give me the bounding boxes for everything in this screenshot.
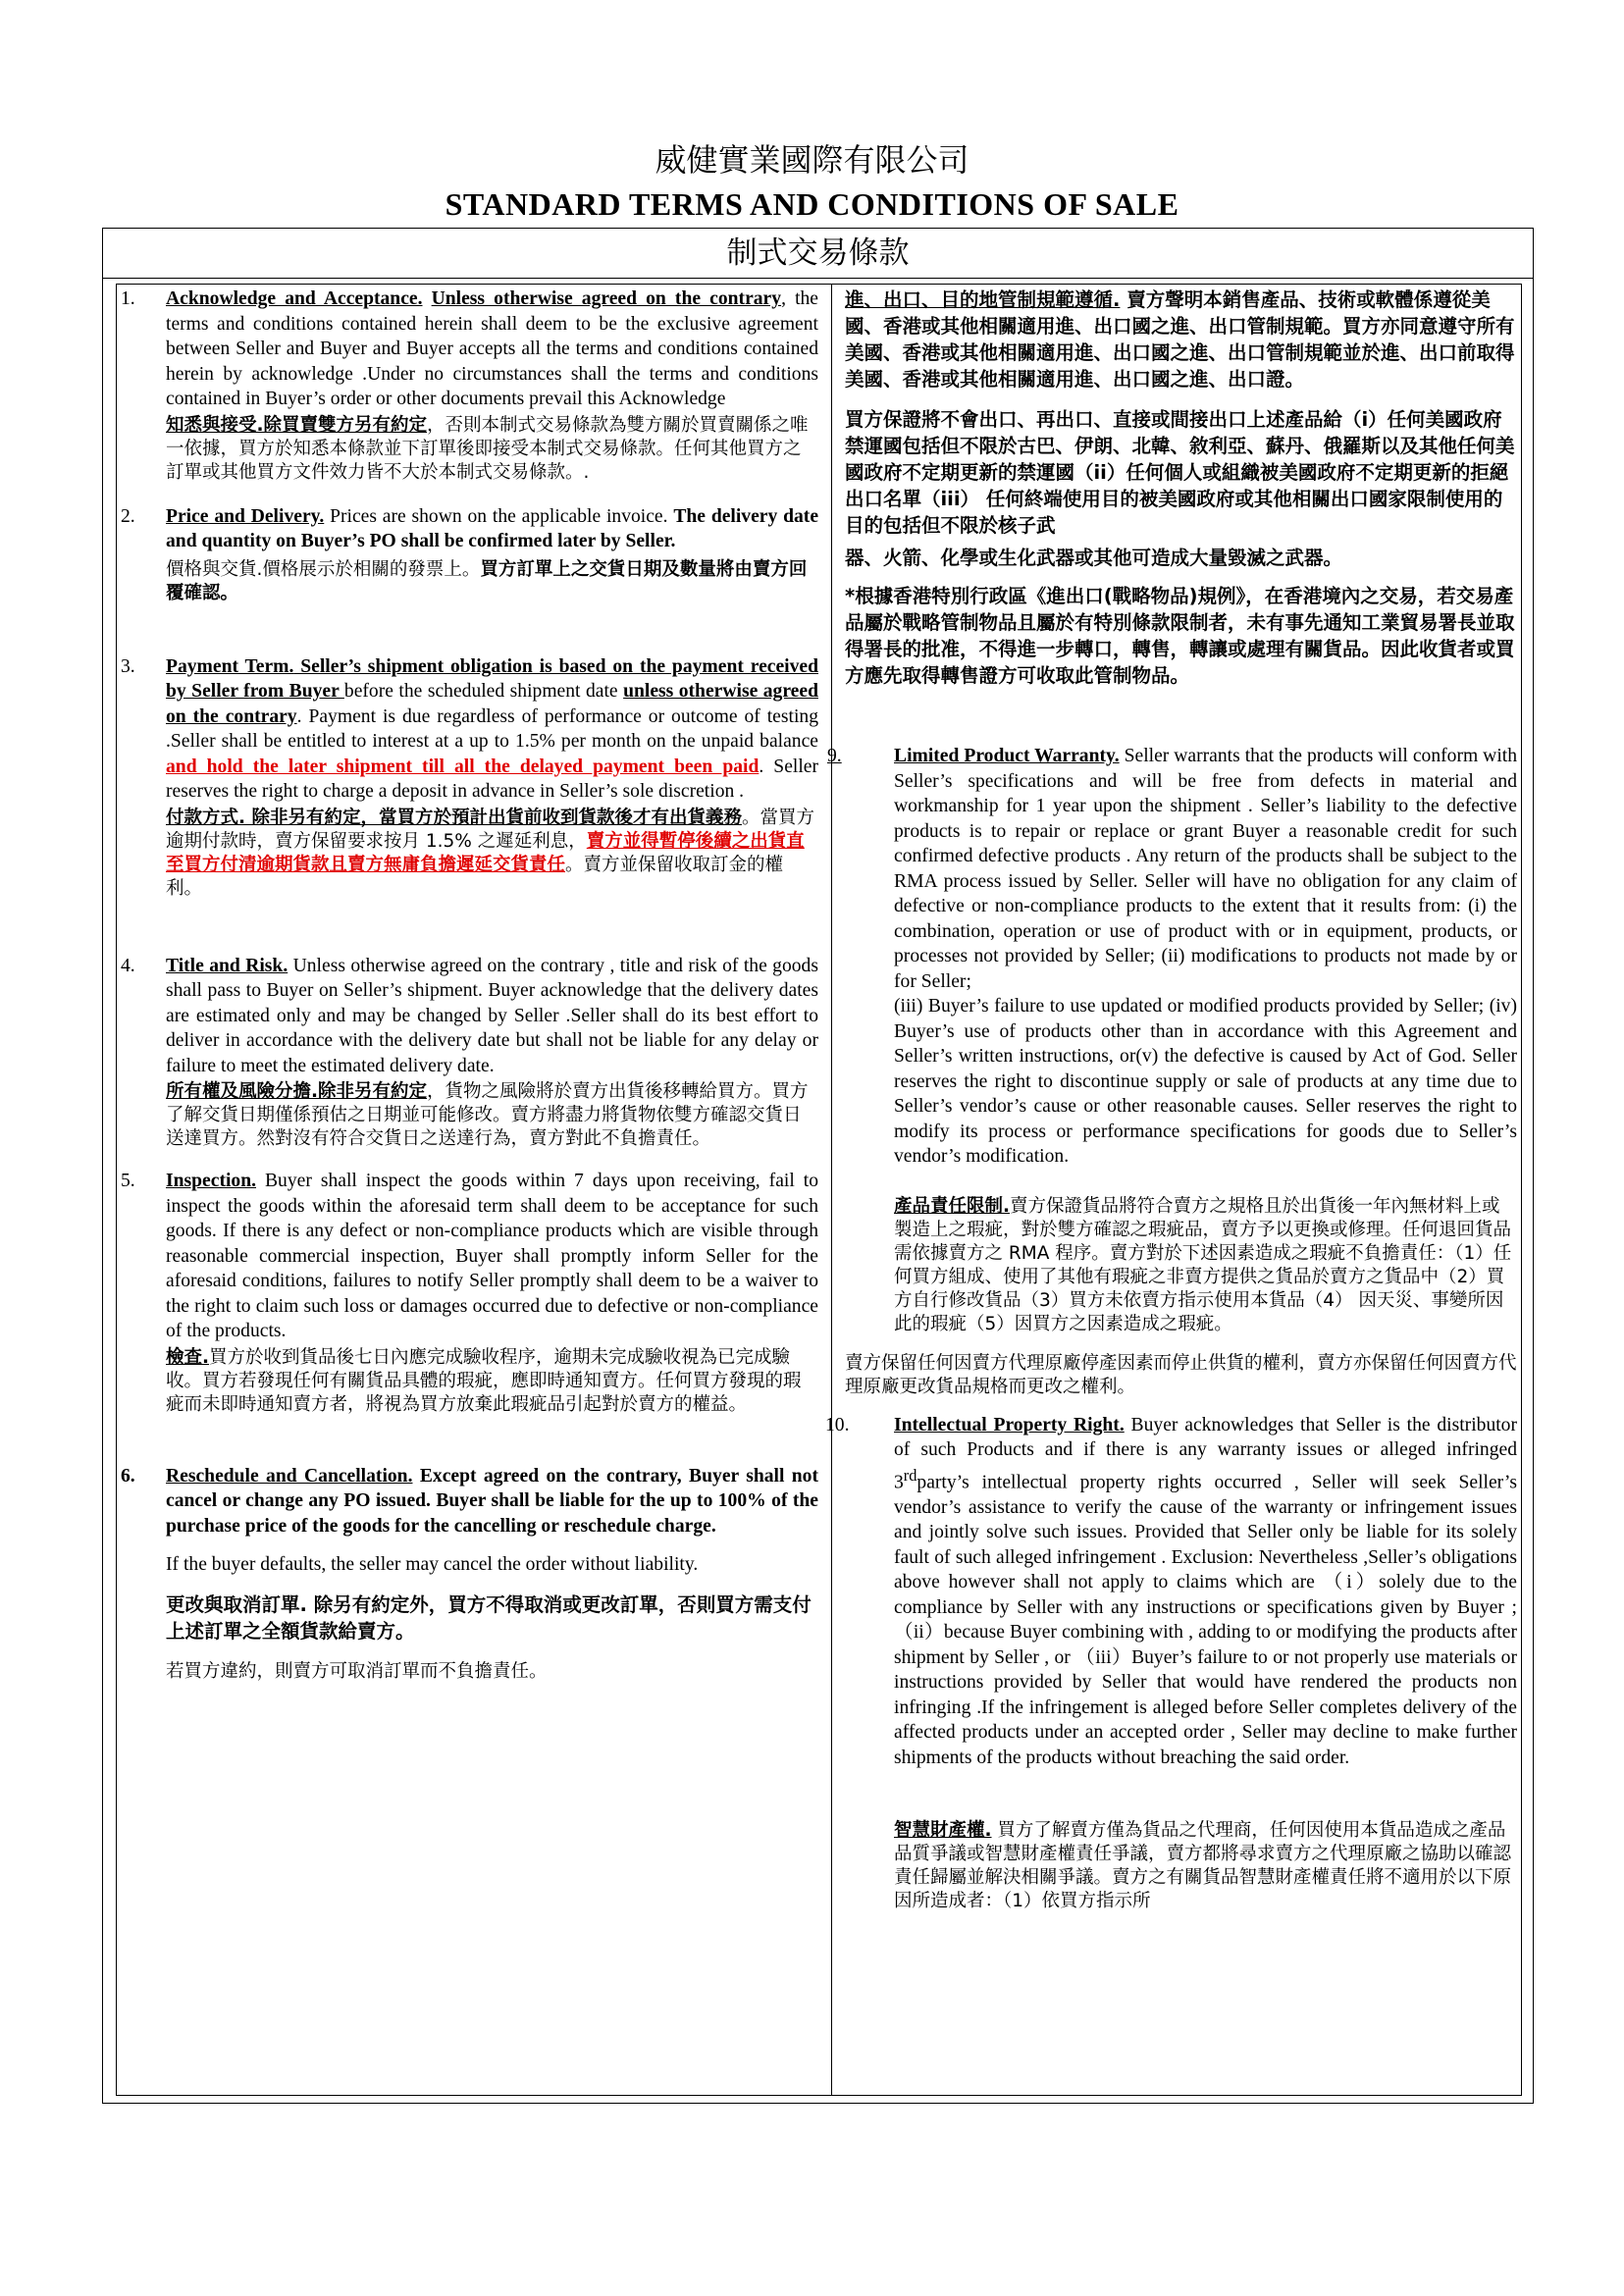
section-9-en-cont: (iii) Buyer’s failure to use updated or modified products provided by Seller; (iv) Buyer’s use of products other than in accordance with this Agreement and Seller’s written instructions, or(v) the defective is caused by Act of God. Seller reserves the right to discontinue supply or sale of products at any time due to Seller’s vendor’s cause or other reasonable causes. Seller reserves the right to modify its process or performance specifications for goods due to Seller’s vendor’s modification. [894, 996, 1517, 1167]
section-heading-cn: 付款方式. 除非另有約定，當買方於預計出貨前收到貨款後才有出貨義務 [166, 807, 742, 828]
section-number: 6. [121, 1465, 135, 1487]
body-text-cn: 賣方聲明本銷售產品、技術或軟體係遵從美國、香港或其他相關適用進、出口國之進、出口管制規範。買方亦同意遵守所有美國、香港或其他相關適用進、出口國之進、出口管制規範並於進、出口前取得美國、香港或其他相關適用進、出口國之進、出口證。 [845, 288, 1515, 391]
section-6-cn-bold: 更改與取消訂單. 除另有約定外，買方不得取消或更改訂單，否則買方需支付上述訂單之全額貨款給賣方。 [166, 1592, 812, 1643]
body-text: . Payment is due regardless of performance or outcome of testing .Seller shall be entitled to interest at a up to 1.5% per month on the unpaid balance [166, 705, 818, 752]
section-10 [825, 1413, 1518, 1914]
section-10-en [894, 1413, 1517, 1771]
section-heading-cn: 知悉與接受.除買賣雙方另有約定 [166, 414, 428, 436]
section-6-en [166, 1464, 818, 1539]
red-highlight-text-cn: 賣方並得暫停後續之出貨直至買方付清逾期貨款且賣方無庸負擔遲延交貨責任 [166, 830, 805, 875]
section-number: 5. [121, 1171, 135, 1191]
section-2 [117, 504, 818, 605]
section-9 [827, 744, 1518, 1399]
section-heading: Acknowledge and Acceptance. [166, 288, 423, 309]
body-text-cn: 買方於收到貨品後七日內應完成驗收程序，逾期未完成驗收視為已完成驗收。買方若發現任何有關貨品具體的瑕疵，應即時通知賣方。任何買方發現的瑕疵而未即時通知賣方者，將視為買方放棄此瑕疵品引起對於賣方的權益。 [166, 1346, 802, 1415]
section-heading-cn: 產品責任限制. [894, 1195, 1011, 1217]
section-number: 9. [827, 746, 842, 766]
document-title: STANDARD TERMS AND CONDITIONS OF SALE [445, 186, 1179, 222]
section-heading: Title and Risk. [166, 955, 288, 976]
section-heading: Inspection. [166, 1171, 256, 1191]
section-heading-cn: 檢查. [166, 1346, 210, 1368]
export-restriction-cn: 買方保證將不會出口、再出口、直接或間接出口上述產品給（i）任何美國政府禁運國包括但不限於古巴、伊朗、北韓、敘利亞、蘇丹、俄羅斯以及其他任何美國政府不定期更新的禁運國（ii）任何個人或組織被美國政府不定期更新的拒絕出口名單（iii） 任何終端使用目的被美國政府或其他相關出口國家限制使用的目的包括但不限於核子武 [845, 408, 1515, 537]
company-name: 威健實業國際有限公司 [655, 141, 969, 179]
body-text-cn: 賣方保證貨品將符合賣方之規格且於出貨後一年內無材料上或製造上之瑕疵，對於雙方確認之瑕疵品，賣方予以更換或修理。任何退回貨品需依據賣方之 RMA 程序。賣方對於下述因素造成之瑕疵不負擔責任：（1）任何買方組成、使用了其他有瑕疵之非賣方提供之貨品於賣方之貨品中（2）買方自行修改貨品（3）買方未依賣方指示使用本貨品（4） 因天災、事變所因此的瑕疵（5）因買方之因素造成之瑕疵。 [894, 1195, 1512, 1334]
export-compliance-cn [845, 287, 1517, 392]
body-text: . Seller reserves the right to charge a deposit in advance in Seller’s sole discretion . [166, 756, 819, 802]
section-9-en [894, 744, 1517, 994]
section-1 [117, 287, 818, 485]
section-6-default-en: If the buyer defaults, the seller may cancel the order without liability. [166, 1554, 699, 1575]
body-text-cn: ，否則本制式交易條款為雙方關於買賣關係之唯一依據，買方於知悉本條款並下訂單後即接受本制式交易條款。任何其他買方之訂單或其他買方文件效力皆不大於本制式交易條款。. [166, 414, 809, 483]
section-heading-cn: 智慧財產權. [894, 1820, 992, 1842]
section-heading: Limited Product Warranty. [894, 746, 1120, 766]
column-divider [831, 285, 832, 2095]
section-4-en [166, 954, 818, 1079]
section-number: 1. [121, 288, 135, 309]
section-6 [117, 1464, 818, 1684]
section-2-cn [166, 558, 818, 605]
section-heading: Price and Delivery. [166, 505, 325, 527]
section-1-en [166, 287, 818, 412]
underlined-text: Seller’s shipment obligation is based on the payment received by Seller from Buyer [166, 655, 818, 702]
export-weapons-cn: 器、火箭、化學或生化武器或其他可造成大量毀滅之武器。 [845, 547, 1343, 569]
section-number: 3. [121, 655, 135, 677]
terms-title-cn: 制式交易條款 [103, 229, 1533, 279]
red-highlight-text: and hold the later shipment till all the delayed payment been paid [166, 756, 760, 777]
terms-frame [102, 228, 1534, 2104]
body-text: party’s intellectual property rights occurred , Seller will seek Seller’s vendor’s assistance to verify the cause of the warranty or infringement issues and jointly solve such issues. Provided that Seller only be liable for its solely fault of such alleged infringement . Exclusion: Nevertheless ,Seller’s obligations above however shall not apply to claims which are （i）solely due to the compliance by Seller with any instructions or specifications given by Buyer ;（ii）because Buyer combining with , adding to or modifying the products after shipment by Seller , or （iii）Buyer’s failure to or not properly use materials or instructions provided by Seller that would have rendered the products non infringing .If the infringement is alleged before Seller completes delivery of the affected products under an accepted order , Seller may decline to make further shipments of the products without breaching the said order. [894, 1472, 1517, 1768]
underlined-text: Unless otherwise agreed on the contrary [431, 288, 782, 309]
terms-table [116, 284, 1522, 2096]
body-text: , the terms and conditions contained herein shall deem to be the exclusive agreement between Seller and Buyer and Buyer accepts all the terms and conditions contained herein by acknowledge .Under no circumstances shall the terms and conditions contained in Buyer’s order or other documents prevail this Acknowledge [166, 288, 819, 409]
section-3-en [166, 654, 818, 805]
section-9-cn-supply: 賣方保留任何因賣方代理原廠停產因素而停止供貨的權利，賣方亦保留任何因賣方代理原廠更改貨品規格而更改之權利。 [845, 1352, 1517, 1397]
body-text: Buyer shall inspect the goods within 7 days upon receiving, fail to inspect the goods within the aforesaid term shall deem to be acceptance for such goods. If there is any defect or non-compliance products which are visible through reasonable commercial inspection, Buyer shall promptly inform Seller for the aforesaid conditions, failures to notify Seller promptly shall deem to be a waiver to the right to claim such loss or damages occurred due to defective or non-compliance of the products. [166, 1171, 818, 1341]
right-column [825, 285, 1518, 1913]
body-text-cn: 。當買方逾期付款時，賣方保留要求按月 1.5% 之遲延利息， [166, 807, 814, 852]
export-compliance-block [845, 287, 1517, 689]
section-heading: Reschedule and Cancellation. [166, 1465, 413, 1487]
section-5 [117, 1169, 818, 1417]
body-text-cn: ，貨物之風險將於賣方出貨後移轉給買方。買方了解交貨日期僅係預估之日期並可能修改。賣方將盡力將貨物依雙方確認交貨日送達買方。然對沒有符合交貨日之送達行為，賣方對此不負擔責任。 [166, 1081, 809, 1149]
section-heading-cn: 進、出口、目的地管制規範遵循. [845, 288, 1121, 311]
left-column [117, 285, 818, 1684]
bold-text-cn: 買方訂單上之交貨日期及數量將由賣方回覆確認。 [166, 558, 808, 603]
body-text: Prices are shown on the applicable invoice. [324, 505, 674, 527]
section-3-cn [166, 807, 818, 901]
section-1-cn [166, 414, 818, 485]
section-heading-cn: 所有權及風險分擔.除非另有約定 [166, 1081, 428, 1102]
section-5-en [166, 1169, 818, 1344]
body-text: Seller warrants that the products will conform with Seller’s specifications and will be free from defects in material and workmanship for 1 year upon the shipment . Seller’s liability to the defective products is to repair or replace or grant Buyer a reasonable credit for such confirmed defective products . Any return of the products shall be subject to the RMA process issued by Seller. Seller will have no obligation for any claim of defective or non-compliance products to the extent that it results from: (i) the combination, operation or use of product with or in equipment, products, or processes not provided by Seller; (ii) modifications to products not made by or for Seller; [894, 746, 1518, 992]
body-text-cn: 。賣方並保留收取訂金的權利。 [166, 854, 784, 899]
section-4-cn [166, 1080, 818, 1151]
section-number: 10. [825, 1414, 850, 1435]
superscript: rd [903, 1465, 917, 1485]
bold-text: The delivery date and quantity on Buyer’s PO shall be confirmed later by Seller. [166, 505, 819, 551]
section-5-cn [166, 1346, 818, 1417]
section-number: 4. [121, 955, 135, 976]
section-10-cn [894, 1819, 1517, 1913]
body-text-cn: 價格與交貨.價格展示於相關的發票上。 [166, 558, 481, 580]
underlined-text: unless otherwise agreed on the contrary [166, 681, 818, 727]
hk-strategic-commodities-cn: *根據香港特別行政區《進出口(戰略物品)規例》，在香港境內之交易，若交易產品屬於戰略管制物品且屬於有特別條款限制者，未有事先通知工業貿易署長並取得署長的批准，不得進一步轉口，轉售，轉讓或處理有關貨品。因此收貨者或買方應先取得轉售證方可收取此管制物品。 [845, 585, 1515, 687]
section-3 [117, 654, 818, 901]
body-text-cn: 買方了解賣方僅為貨品之代理商，任何因使用本貨品造成之產品品質爭議或智慧財產權責任爭議，賣方都將尋求賣方之代理原廠之協助以確認責任歸屬並解決相關爭議。賣方之有關貨品智慧財產權責任將不適用於以下原因所造成者：（1）依買方指示所 [894, 1820, 1512, 1912]
section-4 [117, 954, 818, 1152]
section-9-cn [894, 1195, 1517, 1336]
section-heading: Payment Term. [166, 655, 294, 677]
bold-text: Except agreed on the contrary, Buyer shall not cancel or change any PO issued. Buyer shall be liable for the up to 100% of the purchase price of the goods for the cancelling or reschedule charge. [166, 1465, 818, 1537]
body-text: before the scheduled shipment date [343, 681, 624, 702]
body-text: Buyer acknowledges that Seller is the distributor of such Products and if there is any warranty issues or alleged infringed 3 [894, 1414, 1518, 1493]
section-number: 2. [121, 505, 135, 527]
section-2-en [166, 504, 818, 554]
section-heading: Intellectual Property Right. [894, 1414, 1125, 1435]
section-6-cn: 若買方違約，則賣方可取消訂單而不負擔責任。 [166, 1660, 548, 1682]
body-text: Unless otherwise agreed on the contrary , title and risk of the goods shall pass to Buyer on Seller’s shipment. Buyer acknowledge that the delivery dates are estimated only and may be changed by Seller .Seller shall do its best effort to deliver in accordance with the delivery date but shall not be liable for any delay or failure to meet the estimated delivery date. [166, 955, 818, 1076]
